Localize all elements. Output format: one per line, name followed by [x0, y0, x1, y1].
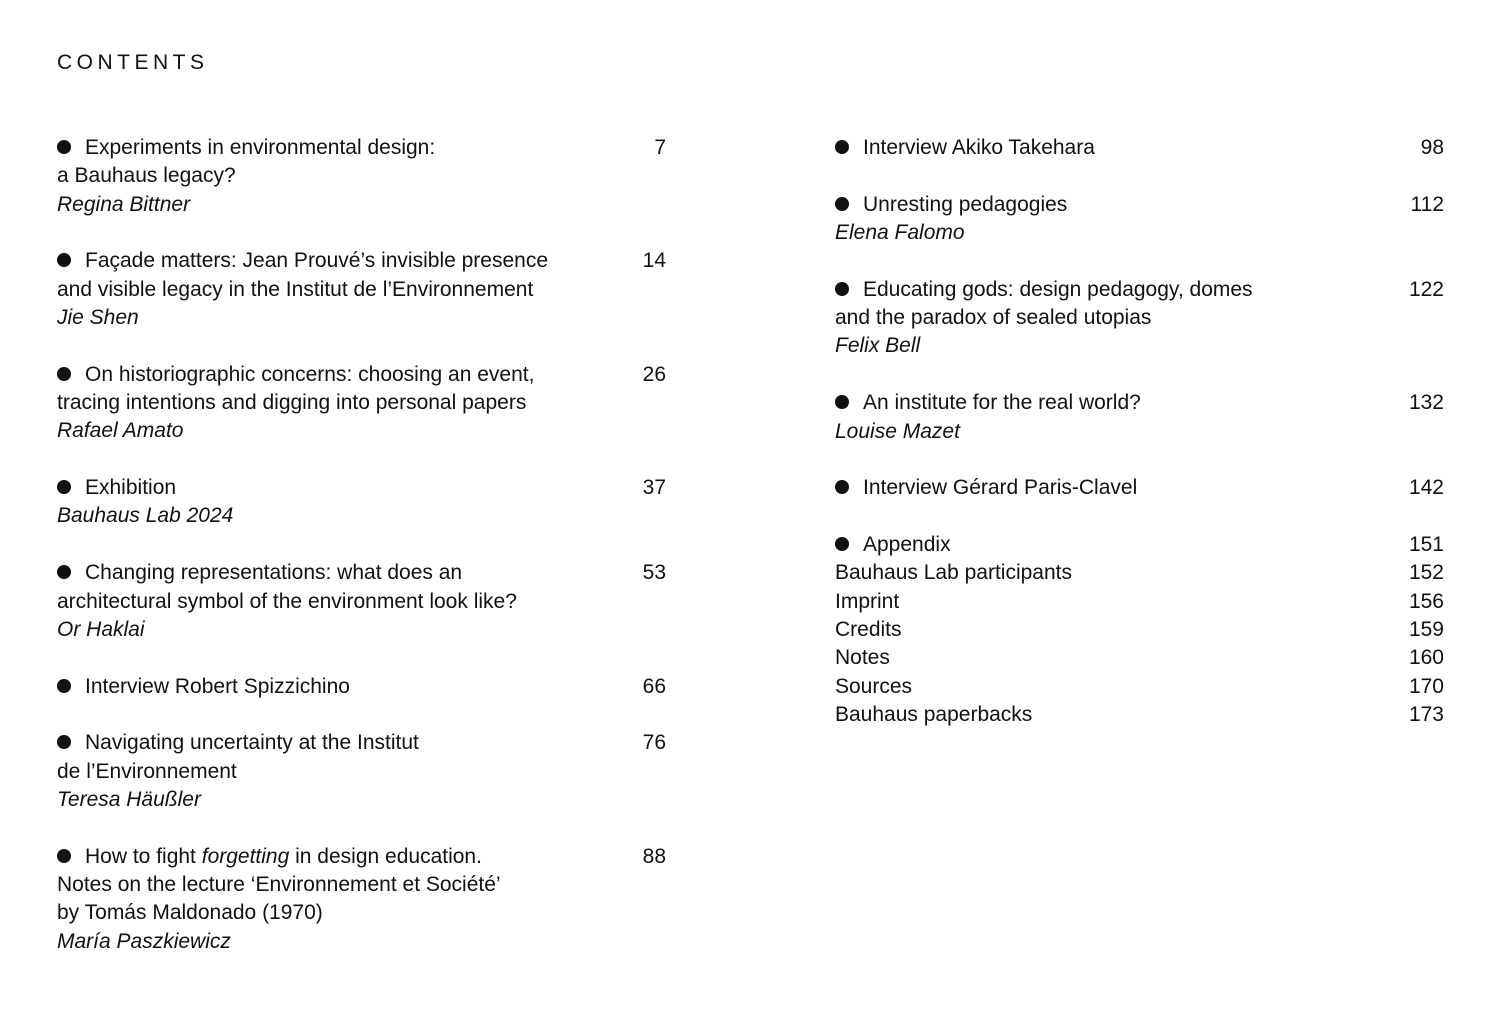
- bullet-icon: [57, 140, 71, 154]
- bullet-icon: [57, 480, 71, 494]
- toc-entry-title-line: Interview Gérard Paris-Clavel: [835, 474, 1444, 502]
- toc-entry-title-line: How to fight forgetting in design education.: [57, 843, 666, 871]
- toc-entry[interactable]: [57, 559, 666, 644]
- bullet-icon: [835, 537, 849, 551]
- toc-entry-page: 142: [1408, 476, 1444, 500]
- appendix-item[interactable]: [835, 559, 1444, 587]
- appendix-item-page: 173: [1408, 702, 1444, 726]
- toc-entry-author: María Paszkiewicz: [57, 929, 231, 953]
- toc-entry-appendix[interactable]: [835, 531, 1444, 559]
- toc-entry-page: 88: [642, 844, 666, 868]
- toc-entry-page: 14: [642, 249, 666, 273]
- appendix-item-page: 159: [1408, 618, 1444, 642]
- toc-entry-title-line: Experiments in environmental design:: [57, 134, 666, 162]
- appendix-item[interactable]: [835, 673, 1444, 701]
- bullet-icon: [57, 849, 71, 863]
- appendix-item[interactable]: [835, 588, 1444, 616]
- toc-entry-page: 26: [642, 362, 666, 386]
- toc-entry-author: Regina Bittner: [57, 192, 191, 216]
- bullet-icon: [57, 735, 71, 749]
- toc-entry[interactable]: [57, 134, 666, 219]
- toc-entry-page: 7: [654, 136, 666, 159]
- toc-entry[interactable]: [835, 134, 1444, 162]
- appendix-item[interactable]: [835, 616, 1444, 644]
- appendix-item-label: Imprint: [835, 589, 900, 613]
- bullet-icon: [835, 395, 849, 409]
- toc-entry-page: 112: [1410, 192, 1444, 216]
- toc-entry-title-line: Interview Robert Spizzichino: [57, 673, 666, 701]
- appendix-item-page: 170: [1408, 674, 1444, 698]
- toc-entry-title-line: Educating gods: design pedagogy, domes: [835, 276, 1444, 304]
- toc-entry-title-line: Interview Akiko Takehara: [835, 134, 1444, 162]
- toc-entry[interactable]: [57, 729, 666, 814]
- toc-entry-title-line: and visible legacy in the Institut de l’Environnement: [57, 277, 534, 301]
- toc-entry-title-line: by Tomás Maldonado (1970): [57, 901, 323, 925]
- toc-entry[interactable]: [835, 389, 1444, 446]
- toc-entry-author: Teresa Häußler: [57, 788, 201, 812]
- contents-left-column: [57, 134, 666, 956]
- toc-entry-author: Rafael Amato: [57, 419, 184, 443]
- toc-entry-page: 66: [642, 674, 666, 698]
- toc-entry-title-line: Navigating uncertainty at the Institut: [57, 729, 666, 757]
- bullet-icon: [835, 282, 849, 296]
- toc-entry-title-line: Unresting pedagogies: [835, 191, 1444, 219]
- appendix-item[interactable]: [835, 644, 1444, 672]
- page-title: CONTENTS: [57, 51, 209, 74]
- bullet-icon: [57, 367, 71, 381]
- toc-entry-author: Or Haklai: [57, 617, 145, 641]
- toc-entry-title-line: Notes on the lecture ‘Environnement et Société’: [57, 873, 501, 897]
- appendix-item-label: Sources: [835, 674, 913, 698]
- appendix-item-label: Notes: [835, 646, 890, 670]
- toc-entry[interactable]: [835, 191, 1444, 248]
- bullet-icon: [57, 679, 71, 693]
- toc-entry-title-line: An institute for the real world?: [835, 389, 1444, 417]
- toc-entry-title-line: a Bauhaus legacy?: [57, 164, 236, 188]
- bullet-icon: [57, 565, 71, 579]
- toc-entry-title-line: On historiographic concerns: choosing an event,: [57, 361, 666, 389]
- toc-entry-page: 98: [1420, 136, 1444, 159]
- toc-entry-title-line: Façade matters: Jean Prouvé’s invisible presence: [57, 247, 666, 275]
- appendix-item-page: 152: [1408, 561, 1444, 585]
- toc-entry-author: Jie Shen: [57, 305, 139, 329]
- toc-entry[interactable]: [57, 361, 666, 446]
- toc-entry-title-line: de l’Environnement: [57, 759, 237, 783]
- toc-entry-page: 151: [1408, 533, 1444, 557]
- bullet-icon: [835, 197, 849, 211]
- toc-entry[interactable]: [57, 474, 666, 531]
- appendix-item-label: Bauhaus paperbacks: [835, 702, 1033, 726]
- toc-entry-page: 53: [642, 561, 666, 585]
- appendix-item-page: 160: [1408, 646, 1444, 670]
- toc-entry-author: Elena Falomo: [835, 221, 965, 245]
- bullet-icon: [57, 253, 71, 267]
- toc-entry[interactable]: [57, 843, 666, 956]
- toc-entry-title-line: Appendix: [835, 531, 1444, 559]
- toc-entry[interactable]: [835, 276, 1444, 361]
- toc-entry[interactable]: [57, 247, 666, 332]
- appendix-item-page: 156: [1408, 589, 1444, 613]
- toc-entry-page: 76: [642, 731, 666, 755]
- appendix-item[interactable]: [835, 701, 1444, 729]
- appendix-item-label: Credits: [835, 618, 902, 642]
- appendix-item-label: Bauhaus Lab participants: [835, 561, 1072, 585]
- toc-entry[interactable]: [57, 673, 666, 701]
- toc-entry-author: Louise Mazet: [835, 419, 960, 443]
- toc-entry-page: 37: [642, 476, 666, 500]
- toc-entry-author: Felix Bell: [835, 334, 921, 358]
- bullet-icon: [835, 140, 849, 154]
- toc-entry-page: 132: [1408, 391, 1444, 415]
- contents-right-column: [835, 134, 1444, 729]
- bullet-icon: [835, 480, 849, 494]
- toc-entry[interactable]: [835, 474, 1444, 502]
- toc-entry-title-line: architectural symbol of the environment look like?: [57, 589, 517, 613]
- toc-entry-title-line: and the paradox of sealed utopias: [835, 306, 1152, 330]
- toc-entry-title-line: Changing representations: what does an: [57, 559, 666, 587]
- toc-entry-author: Bauhaus Lab 2024: [57, 504, 234, 528]
- toc-entry-title-line: tracing intentions and digging into personal papers: [57, 391, 527, 415]
- toc-entry-title-line: Exhibition: [57, 474, 666, 502]
- toc-entry-page: 122: [1408, 277, 1444, 301]
